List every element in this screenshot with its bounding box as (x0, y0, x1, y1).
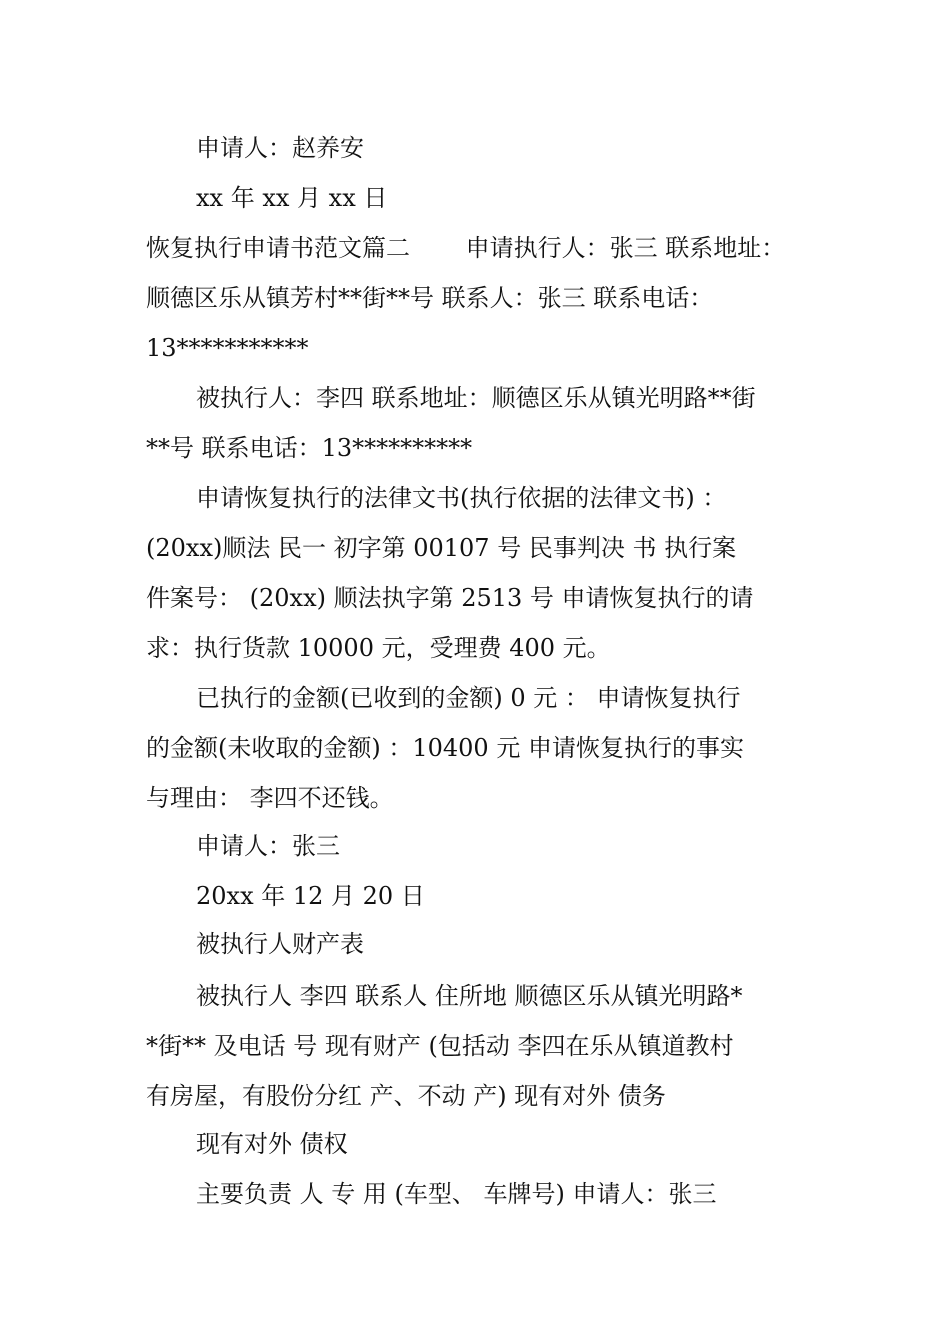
section-heading-line: 恢复执行申请书范文篇二 申请执行人：张三 联系地址： (146, 234, 786, 262)
paragraph-line: 申请恢复执行的法律文书(执行依据的法律文书) ： (196, 484, 727, 512)
paragraph-line: 求：执行货款 10000 元，受理费 400 元。 (146, 634, 611, 662)
paragraph-line: 13*********** (146, 334, 309, 362)
paragraph-line: 的金额(未收取的金额) ：10400 元 申请恢复执行的事实 (146, 734, 744, 762)
paragraph-line: *街** 及电话 号 现有财产 (包括动 李四在乐从镇道教村 (146, 1032, 734, 1060)
paragraph-line: 现有对外 债权 (196, 1130, 348, 1158)
paragraph-line: 顺德区乐从镇芳村**街**号 联系人：张三 联系电话： (146, 284, 714, 312)
paragraph-line: 被执行人：李四 联系地址：顺德区乐从镇光明路**街 (196, 384, 756, 412)
paragraph-line: **号 联系电话：13********** (146, 434, 473, 462)
paragraph-line: 被执行人 李四 联系人 住所地 顺德区乐从镇光明路* (196, 982, 743, 1010)
paragraph-line: 有房屋，有股份分红 产、不动 产) 现有对外 债务 (146, 1082, 666, 1110)
table-title: 被执行人财产表 (196, 930, 364, 958)
paragraph-line: 已执行的金额(已收到的金额) 0 元 ： 申请恢复执行 (196, 684, 741, 712)
applicant-line: 申请人：赵养安 (196, 134, 364, 162)
applicant-line: 申请人：张三 (196, 832, 340, 860)
paragraph-line: 与理由： 李四不还钱。 (146, 784, 394, 812)
date-line: xx 年 xx 月 xx 日 (196, 184, 388, 212)
paragraph-line: 主要负责 人 专 用 (车型、 车牌号) 申请人：张三 (196, 1180, 717, 1208)
date-line: 20xx 年 12 月 20 日 (196, 882, 425, 910)
paragraph-line: (20xx)顺法 民一 初字第 00107 号 民事判决 书 执行案 (146, 534, 737, 562)
paragraph-line: 件案号： (20xx) 顺法执字第 2513 号 申请恢复执行的请 (146, 584, 754, 612)
